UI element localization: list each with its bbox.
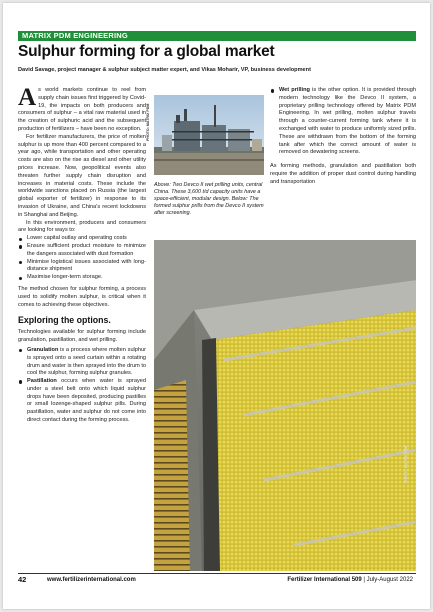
paragraph-method: The method chosen for sulphur forming, a process used to solidify molten sulphur, is critical when it comes to achieving these objectives. [18,285,146,308]
technologies-list [18,347,146,425]
paragraph-dust-control: As forming methods, granulation and pastillation both require the addition of proper dust control during handling and transportation [270,163,416,185]
list-item: Wet prilling is the other option. It is provided through modern technology like the Devco II system, a proprietary prilling technology offered by Matrix PDM Engineering. In wet prilling, molten sulphur travels through a counter-current forming tank where it is exchanged with water to produce uniformly sized prills. These are withdrawn from the bottom of the forming tank after which the correct amount of water is removed on dewatering screens. [270,87,416,157]
photo-caption: Above: Two Devco II wet prilling units, central China. These 3,600 t/d capacity units have a space-efficient, modular design. Below: The formed sulphur prills from the Devco II system after screening. [154,182,264,216]
website-link[interactable]: www.fertilizerinternational.com [47,577,136,583]
footer-rule [18,573,416,574]
publication-info: Fertilizer International 509 | July-August 2022 [287,577,413,583]
wet-prilling-list [270,87,416,157]
subheading-options: Exploring the options. [18,315,111,326]
prills-illustration [154,240,416,571]
column-1 [18,84,146,425]
list-item: Ensure sufficient product moisture to minimize the dangers associated with dust formation [18,243,146,259]
list-item: Minimise logistical issues associated with long-distance shipment [18,259,146,275]
plant-photo [154,95,264,175]
paragraph-looking-for: In this environment, producers and consumers are looking for ways to: [18,219,146,234]
section-label: MATRIX PDM ENGINEERING [22,31,128,40]
magazine-page [3,3,430,609]
list-item: Granulation is a process where molten sulphur is sprayed onto a seed curtain within a rotating drum and water is then sprayed into the drum to cool the sulphur, forming sulphur granules. [18,347,146,378]
list-item: Maximise longer-term storage. [18,274,146,282]
sulphur-prills-photo [154,240,416,571]
objectives-list [18,235,146,282]
plant-illustration [154,95,264,175]
page-number: 42 [18,575,27,584]
drop-cap: A [18,84,37,111]
article-headline: Sulphur forming for a global market [18,43,275,60]
section-banner [18,31,416,41]
photo-credit-top: PHOTO: MATRIX PDM [146,103,150,141]
article-byline: David Savage, project manager & sulphur subject matter expert, and Vikas Moharir, VP, business development [18,67,311,73]
intro-paragraph: As world markets continue to reel from supply chain issues first triggered by Covid-19, the impacts on both producers and consumers of sulphur – a vital raw material used in the creation of sulphuric acid and the subsequent production of fertilizers – have been no exception. [18,84,146,132]
paragraph-costs: For fertilizer manufacturers, the price of molten sulphur is up more than 400 percent compared to a year ago, while transportation and other operating costs are also on the rise as diesel and other utility prices increase. Now, geopolitical events also threaten further supply chain disruption and increases in material costs. These include the worldwide sanctions placed on Russia (the largest global exporter of fertilizer) in response to its invasion of Ukraine, and China's recent lockdowns in Shanghai and Beijing. [18,133,146,218]
list-item: Pastillation occurs when water is sprayed under a steel belt onto which liquid sulphur drops have been deposited, producing pastilles or small lozenge-shaped sulphur pills. During pastillation, water and sulphur do not come into direct contact during the forming process. [18,378,146,425]
column-3 [270,87,416,187]
photo-credit-big: PHOTO: MATRIX PDM [404,445,408,483]
list-item: Lower capital outlay and operating costs [18,235,146,243]
paragraph-technologies: Technologies available for sulphur forming include granulation, pastillation, and wet prilling. [18,329,146,344]
